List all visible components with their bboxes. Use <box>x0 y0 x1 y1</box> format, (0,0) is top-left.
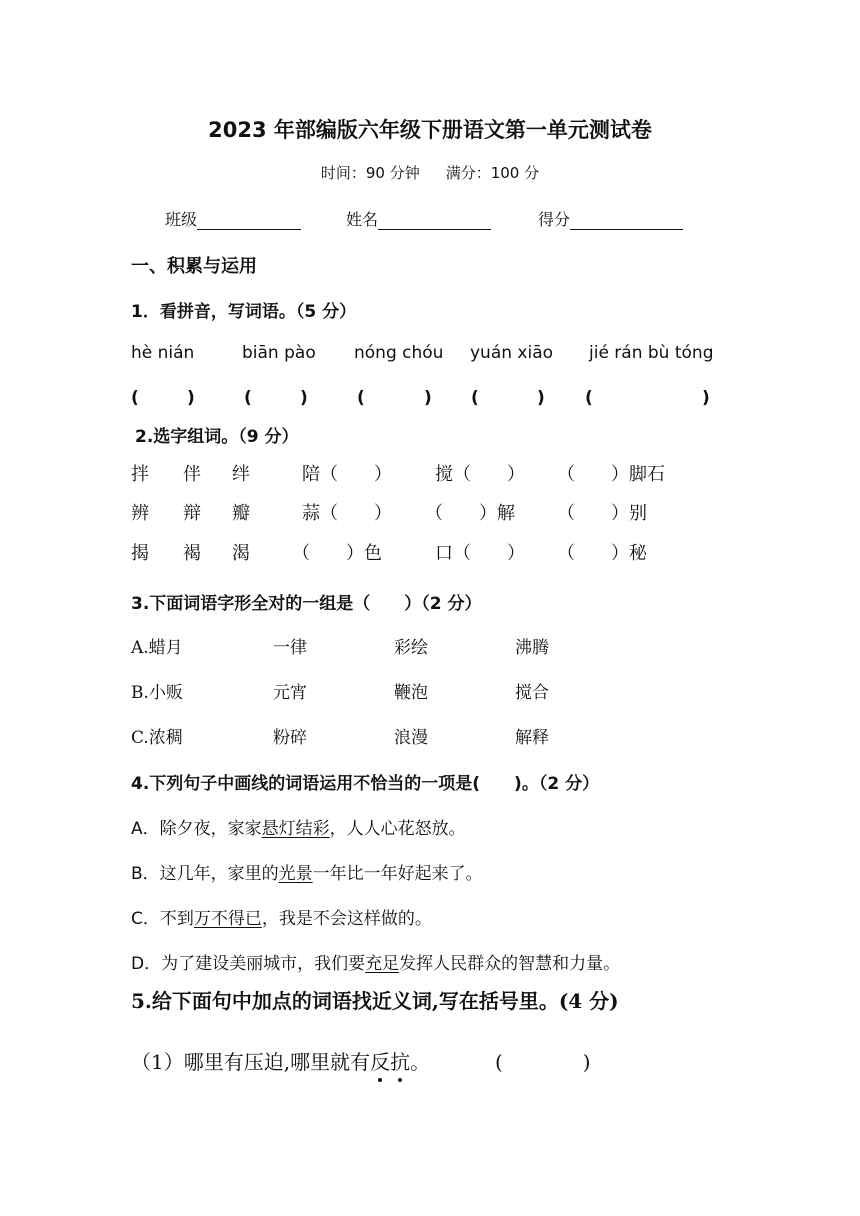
option-label: B． <box>131 864 160 884</box>
grade-blank[interactable] <box>570 211 683 230</box>
answer-paren-open: ( <box>471 388 479 408</box>
answer-paren-close: ) <box>300 388 308 408</box>
char-option: 渴 <box>232 543 250 564</box>
option-word: 鞭泡 <box>394 683 428 703</box>
exam-score: 满分：100 分 <box>445 164 540 182</box>
dotted-char: 抗 <box>390 1046 410 1075</box>
word-blank[interactable]: （ ）秘 <box>557 543 647 564</box>
word-blank[interactable]: （ ）色 <box>292 543 382 564</box>
option-text: 这几年，家里的 <box>159 864 279 884</box>
word-blank[interactable]: （ ）别 <box>557 503 647 524</box>
word-blank[interactable]: 口（ ） <box>435 543 525 564</box>
answer-paren-open: ( <box>131 388 139 408</box>
answer-paren[interactable]: ( ) <box>495 1050 591 1074</box>
q4-option-b[interactable] <box>131 859 483 884</box>
word-blank[interactable]: 蒜（ ） <box>302 503 392 524</box>
underlined-word: 万不得已 <box>193 909 262 929</box>
pinyin-2: biān pào <box>242 343 316 363</box>
class-label: 班级 <box>165 210 198 229</box>
option-word: 一律 <box>273 638 307 658</box>
grade-label: 得分 <box>538 210 571 229</box>
char-option: 绊 <box>232 464 250 485</box>
char-option: 伴 <box>183 464 201 485</box>
sentence-text: （1）哪里有压迫,哪里就有 <box>131 1050 371 1074</box>
section-title: 一、积累与运用 <box>131 256 257 277</box>
q3-title: 3.下面词语字形全对的一组是（ ）（2 分） <box>131 594 482 614</box>
option-word: 搅合 <box>515 683 549 703</box>
option-c-label[interactable]: C.浓稠 <box>131 728 183 748</box>
q5-title: 5.给下面句中加点的词语找近义词,写在括号里。(4 分) <box>131 989 619 1013</box>
word-blank[interactable]: （ ）解 <box>425 503 515 524</box>
underlined-word: 充足 <box>365 954 400 974</box>
answer-paren-close: ) <box>187 388 195 408</box>
option-text: 一年比一年好起来了。 <box>312 864 483 884</box>
q5-item-1 <box>131 1046 430 1075</box>
option-word: 解释 <box>515 728 549 748</box>
word-blank[interactable]: （ ）脚石 <box>557 464 665 485</box>
pinyin-4: yuán xiāo <box>470 343 554 363</box>
char-option: 辩 <box>183 503 201 524</box>
q4-option-a[interactable] <box>131 814 466 839</box>
exam-meta <box>0 162 860 183</box>
pinyin-1: hè nián <box>131 343 195 363</box>
q2-title: 2.选字组词。（9 分） <box>135 427 299 447</box>
pinyin-5: jié rán bù tóng <box>589 343 714 363</box>
page-title: 2023 年部编版六年级下册语文第一单元测试卷 <box>208 118 652 142</box>
option-label: A． <box>131 819 160 839</box>
option-label: C． <box>131 909 160 929</box>
underlined-word: 悬灯结彩 <box>261 819 330 839</box>
option-text: ，人人心花怒放。 <box>329 819 466 839</box>
char-option: 揭 <box>131 543 149 564</box>
q4-option-c[interactable] <box>131 904 432 929</box>
answer-paren-close: ) <box>702 388 710 408</box>
exam-time: 时间：90 分钟 <box>320 164 420 182</box>
option-text: ，我是不会这样做的。 <box>261 909 432 929</box>
option-text: 发挥人民群众的智慧和力量。 <box>399 954 621 974</box>
class-blank[interactable] <box>197 211 301 230</box>
q1-title: 1．看拼音，写词语。（5 分） <box>131 302 357 322</box>
answer-paren-open: ( <box>244 388 252 408</box>
word-blank[interactable]: 搅（ ） <box>435 464 525 485</box>
name-blank[interactable] <box>378 211 491 230</box>
option-word: 彩绘 <box>394 638 428 658</box>
answer-paren-open: ( <box>357 388 365 408</box>
word-blank[interactable]: 陪（ ） <box>302 464 392 485</box>
q4-option-d[interactable] <box>131 949 620 974</box>
char-option: 拌 <box>131 464 149 485</box>
option-word: 浪漫 <box>394 728 428 748</box>
answer-paren-close: ) <box>424 388 432 408</box>
char-option: 瓣 <box>232 503 250 524</box>
option-word: 元宵 <box>273 683 307 703</box>
option-text: 为了建设美丽城市，我们要 <box>161 954 366 974</box>
grade-field[interactable] <box>538 207 683 230</box>
underlined-word: 光景 <box>278 864 313 884</box>
option-word: 粉碎 <box>273 728 307 748</box>
option-label: D． <box>131 954 162 974</box>
char-option: 辨 <box>131 503 149 524</box>
option-text: 除夕夜，家家 <box>159 819 262 839</box>
name-label: 姓名 <box>346 210 379 229</box>
q4-title: 4.下列句子中画线的词语运用不恰当的一项是( )。（2 分） <box>131 774 600 794</box>
option-word: 沸腾 <box>515 638 549 658</box>
option-a-label[interactable]: A.蜡月 <box>131 638 183 658</box>
char-option: 褐 <box>183 543 201 564</box>
sentence-text: 。 <box>410 1050 431 1074</box>
name-field[interactable] <box>346 207 491 230</box>
option-b-label[interactable]: B.小贩 <box>131 683 183 703</box>
option-text: 不到 <box>159 909 194 929</box>
pinyin-3: nóng chóu <box>354 343 444 363</box>
answer-paren-close: ) <box>537 388 545 408</box>
answer-paren-open: ( <box>585 388 593 408</box>
dotted-char: 反 <box>370 1046 390 1075</box>
class-field[interactable] <box>165 207 301 230</box>
